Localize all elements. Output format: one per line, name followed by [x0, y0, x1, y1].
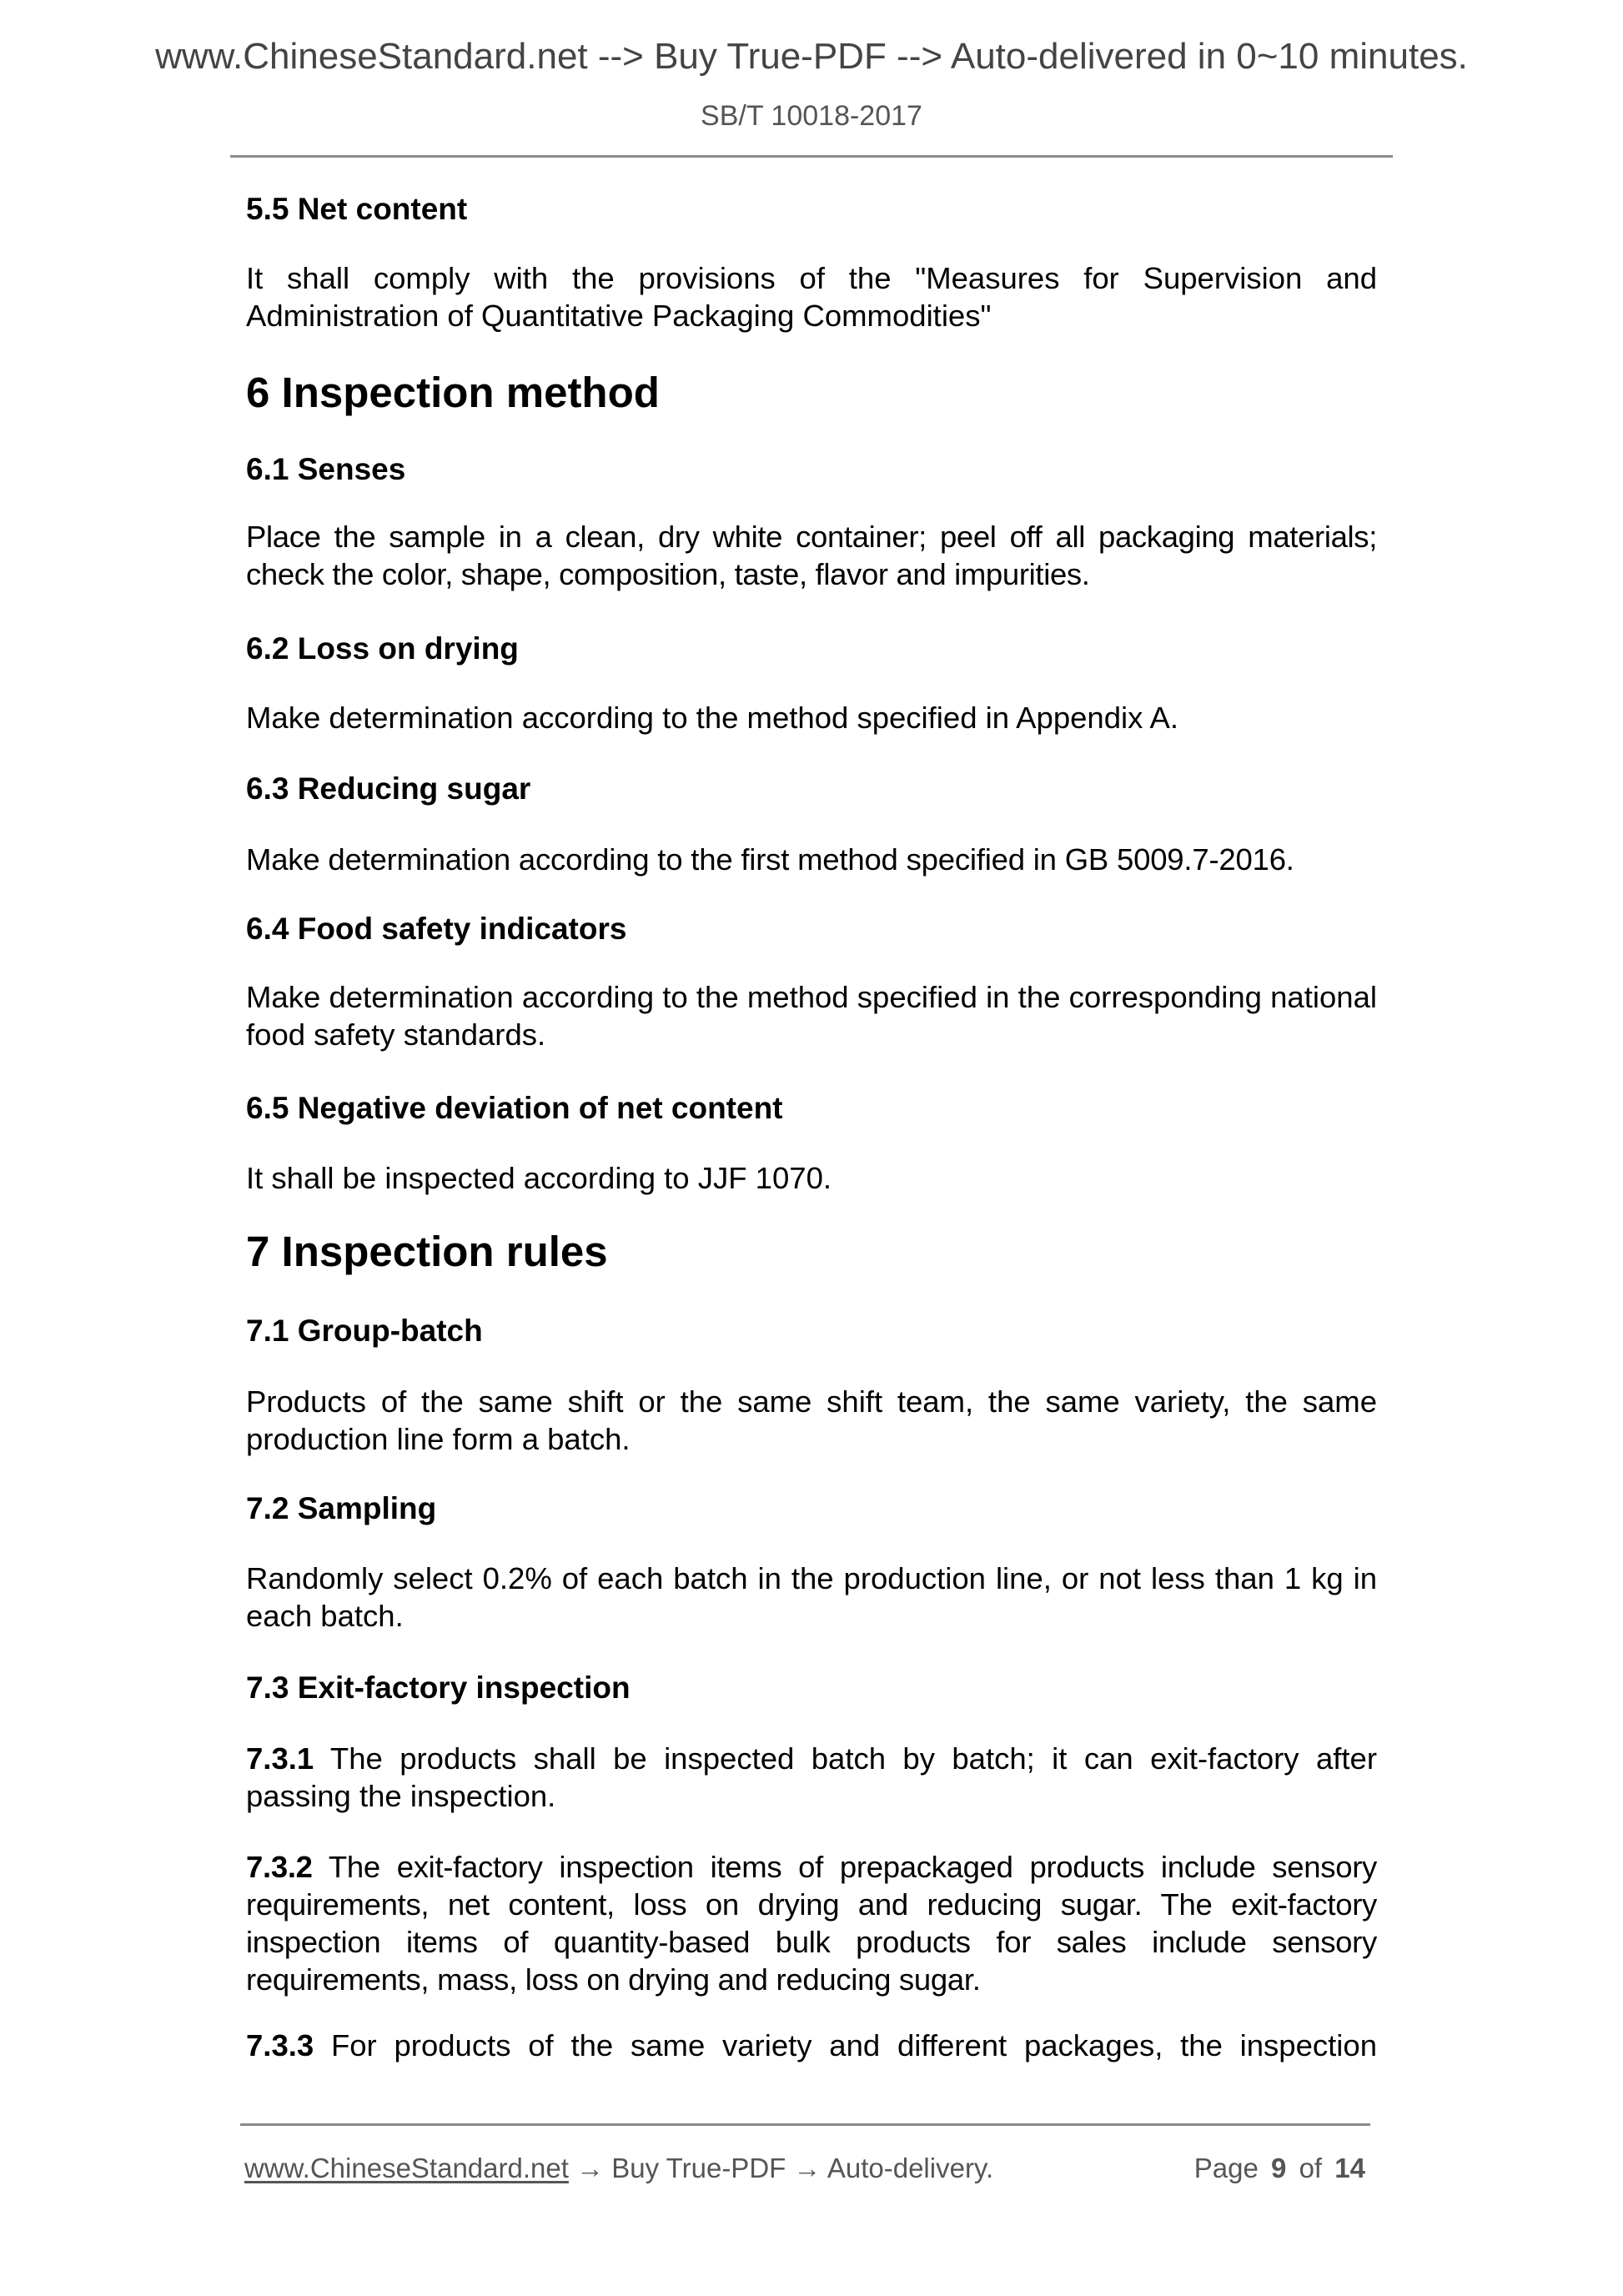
heading-6-2: 6.2 Loss on drying [246, 631, 519, 666]
document-code: SB/T 10018-2017 [701, 100, 922, 132]
clause-text-7-3-1: The products shall be inspected batch by batch; it can exit-factory after passing the inspection. [246, 1741, 1377, 1813]
paragraph-6-5: It shall be inspected according to JJF 1070. [246, 1161, 832, 1195]
paragraph-6-3: Make determination according to the first method specified in GB 5009.7-2016. [246, 842, 1294, 877]
buy-true-pdf-text: Buy True-PDF [611, 2153, 786, 2183]
heading-6-1: 6.1 Senses [246, 452, 406, 486]
paragraph-7-1: Products of the same shift or the same shift team, the same variety, the same production line form a batch. [246, 1384, 1377, 1456]
heading-6-4: 6.4 Food safety indicators [246, 912, 627, 946]
page-total: 14 [1334, 2153, 1365, 2183]
page-label: Page [1193, 2153, 1259, 2183]
top-banner: www.ChineseStandard.net --> Buy True-PDF --> Auto-delivered in 0~10 minutes. [155, 36, 1468, 77]
clause-text-7-3-3: For products of the same variety and different packages, the inspection [314, 2028, 1377, 2062]
page-current: 9 [1271, 2153, 1287, 2183]
clause-number-7-3-1: 7.3.1 [246, 1741, 314, 1776]
footer-divider [240, 2123, 1370, 2126]
paragraph-6-1: Place the sample in a clean, dry white container; peel off all packaging materials; check the color, shape, composition, taste, flavor and impurities. [246, 520, 1377, 591]
site-link[interactable]: www.ChineseStandard.net [244, 2153, 569, 2183]
paragraph-7-3-3 [246, 2027, 1377, 2064]
paragraph-5-5: It shall comply with the provisions of the "Measures for Supervision and Administration of Quantitative Packaging Commodities" [246, 261, 1377, 333]
heading-7-1: 7.1 Group-batch [246, 1314, 483, 1348]
heading-6-3: 6.3 Reducing sugar [246, 771, 531, 806]
of-label: of [1299, 2153, 1323, 2183]
heading-6: 6 Inspection method [246, 369, 660, 416]
footer-promo [244, 2152, 993, 2185]
arrow-right-icon: → [793, 2153, 822, 2183]
clause-number-7-3-3: 7.3.3 [246, 2028, 314, 2062]
arrow-right-icon: → [576, 2153, 605, 2183]
heading-7-2: 7.2 Sampling [246, 1491, 437, 1525]
paragraph-6-4: Make determination according to the method specified in the corresponding national food safety standards. [246, 980, 1377, 1052]
heading-6-5: 6.5 Negative deviation of net content [246, 1091, 783, 1125]
paragraph-7-3-1 [246, 1740, 1377, 1815]
auto-delivery-text: Auto-delivery. [827, 2153, 994, 2183]
heading-7-3: 7.3 Exit-factory inspection [246, 1671, 631, 1705]
page-indicator [1194, 2152, 1365, 2185]
paragraph-7-3-2 [246, 1848, 1377, 1998]
heading-5-5: 5.5 Net content [246, 192, 468, 226]
paragraph-6-2: Make determination according to the method specified in Appendix A. [246, 701, 1178, 735]
clause-number-7-3-2: 7.3.2 [246, 1850, 313, 1884]
heading-7: 7 Inspection rules [246, 1228, 608, 1275]
paragraph-7-2: Randomly select 0.2% of each batch in the production line, or not less than 1 kg in each batch. [246, 1561, 1377, 1633]
clause-text-7-3-2: The exit-factory inspection items of prepackaged products include sensory requirements, net content, loss on drying and reducing sugar. The exit-factory inspection items of quantity-based bulk products for sales include sensory requirements, mass, loss on drying and reducing sugar. [246, 1850, 1377, 1997]
header-divider [230, 155, 1393, 158]
